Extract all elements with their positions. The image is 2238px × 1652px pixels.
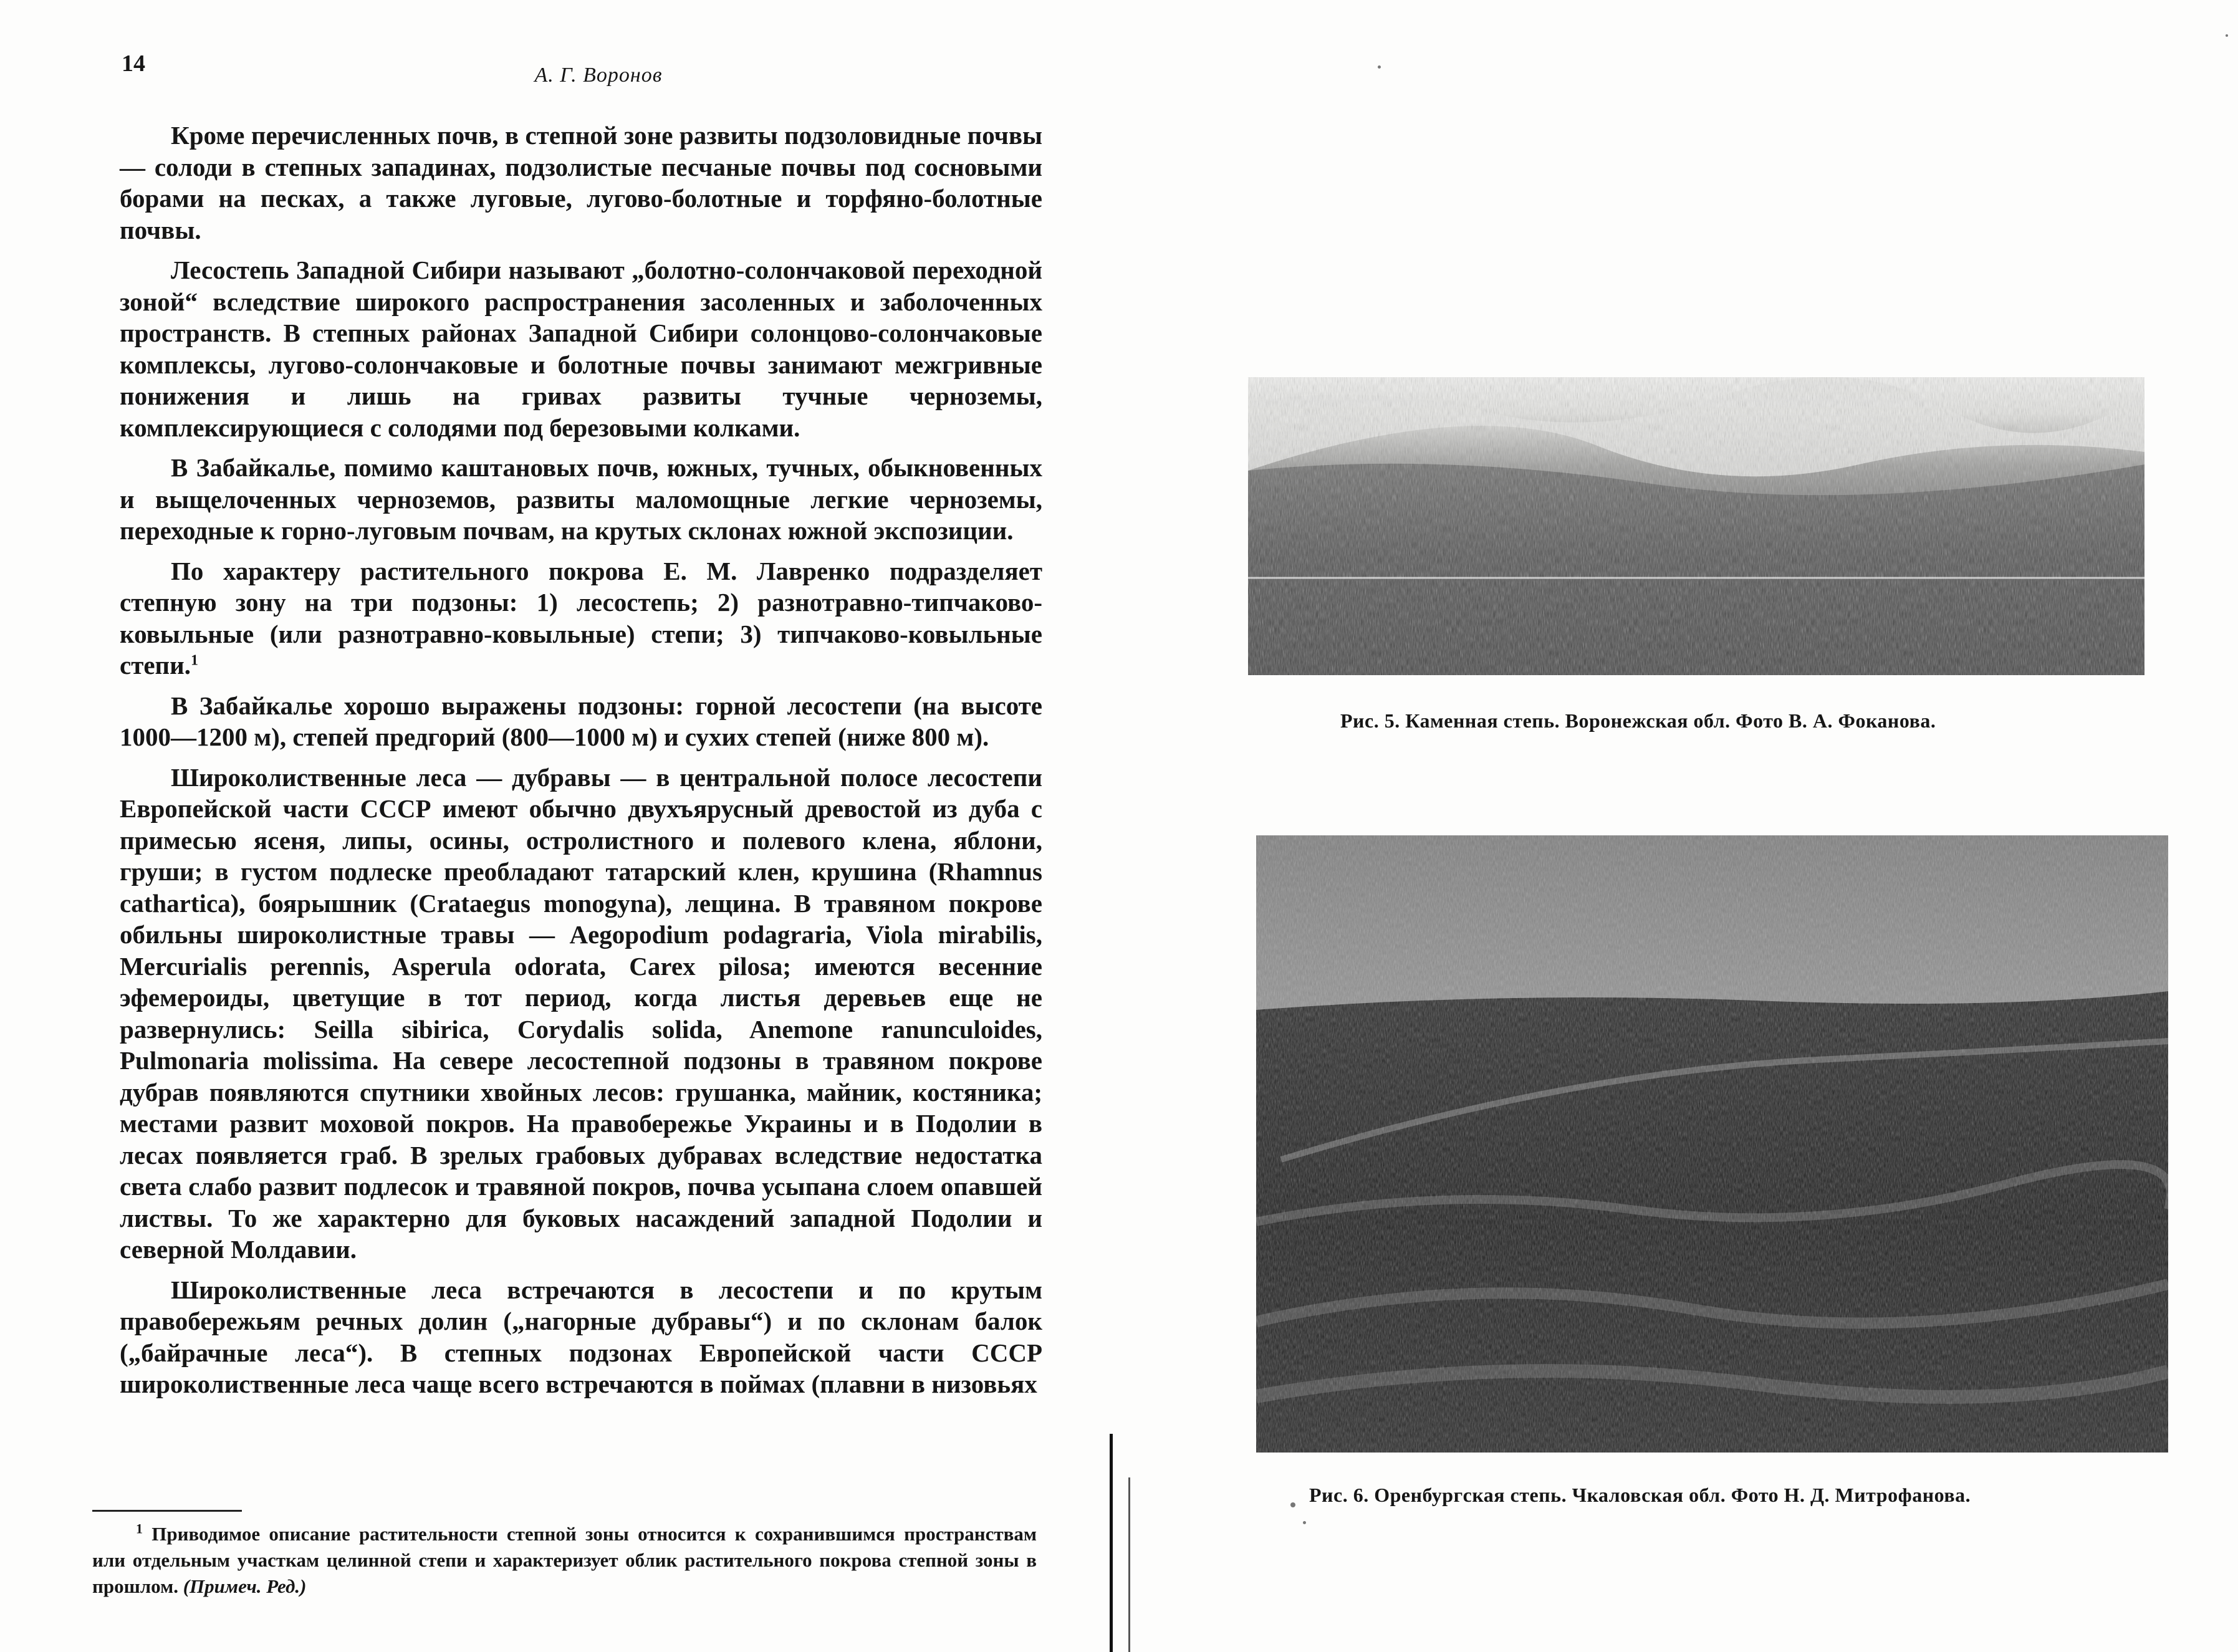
footnote (92, 1521, 1037, 1600)
figure-6-photo (1256, 835, 2168, 1453)
scan-speck (1378, 65, 1381, 69)
left-page (0, 0, 1116, 1652)
paragraph-with-footnote-ref (120, 555, 1042, 681)
figure-5-caption: Рис. 5. Каменная степь. Воронежская обл. Фото В. А. Фоканова. (1340, 709, 1936, 732)
paragraph: Широколиственные леса — дубравы — в центральной полосе лесостепи Европейской части СССР имеют обычно двухъярусный древостой из дуба с примесью ясеня, липы, осины, остролистного и полевого клена, яблони, груши; в густом подлеске преобладают татарский клен, крушина (Rhamnus cathartica), боярышник (Crataegus monogyna), лещина. В травяном покрове обильны широколистные травы — Aegopodium podagraria, Viola mirabilis, Mercurialis perennis, Asperula odorata, Carex pilosa; имеются весенние эфемероиды, цветущие в тот период, когда листья деревьев еще не развернулись: Seilla sibirica, Corydalis solida, Anemone ranunculoides, Pulmonaria molissima. На севере лесостепной подзоны в травяном покрове дубрав появляются спутники хвойных лесов: грушанка, майник, костяника; местами развит моховой покров. На правобережье Украины и в Подолии в лесах появляется граб. В зрелых грабовых дубравах вследствие недостатка света слабо развит подлесок и травяной покров, почва усыпана слоем опавшей листвы. То же характерно для буковых насаждений западной Подолии и северной Молдавии. (120, 762, 1042, 1264)
page-number: 14 (122, 50, 145, 77)
footnote-rule (92, 1510, 242, 1512)
running-head: А. Г. Воронов (534, 64, 663, 87)
figure-5-image (1248, 377, 2144, 675)
paragraph: В Забайкалье, помимо каштановых почв, южных, тучных, обыкновенных и выщелоченных черноземов, развиты маломощные легкие черноземы, переходные к горно-луговым почвам, на крутых склонах южной экспозиции. (120, 453, 1042, 545)
scan-speck (1290, 1502, 1295, 1507)
footnote-editor-note: (Примеч. Ред.) (183, 1575, 307, 1597)
body-text (120, 120, 1042, 1409)
footnote-reference: 1 (191, 652, 199, 669)
footnote-text: Приводимое описание растительности степной зоны относится к сохранившимся пространствам или отдельным участкам целинной степи и характеризует облик растительного покрова степной зоны в прошлом. (92, 1523, 1037, 1597)
figure-6-image (1256, 835, 2168, 1453)
right-page (1116, 0, 2238, 1652)
paragraph: Кроме перечисленных почв, в степной зоне развиты подзоловидные почвы — солоди в степных западинах, подзолистые песчаные почвы под сосновыми борами на песках, а также луговые, лугово-болотные и торфяно-болотные почвы. (120, 121, 1042, 244)
paragraph: В Забайкалье хорошо выражены подзоны: горной лесостепи (на высоте 1000—1200 м), степей предгорий (800—1000 м) и сухих степей (ниже 800 м). (120, 691, 1042, 751)
scan-speck (1303, 1521, 1306, 1524)
paragraph-text: По характеру растительного покрова Е. М. Лавренко подразделяет степную зону на три подзоны: 1) лесостепь; 2) разнотравно-типчаково-ковыльные (или разнотравно-ковыльные) степи; 3) типчаково-ковыльные степи. (120, 556, 1042, 680)
paragraph: Широколиственные леса встречаются в лесостепи и по крутым правобережьям речных долин („нагорные дубравы“) и по склонам балок („байрачные леса“). В степных подзонах Европейской части СССР широколиственные леса чаще всего встречаются в поймах (плавни в низовьях (120, 1275, 1042, 1398)
figure-6-caption: Рис. 6. Оренбургская степь. Чкаловская обл. Фото Н. Д. Митрофанова. (1309, 1484, 1971, 1506)
binding-shadow (1110, 1434, 1113, 1652)
scan-speck (2226, 34, 2228, 37)
figure-5-photo (1248, 377, 2144, 675)
footnote-marker: 1 (136, 1520, 143, 1537)
paragraph: Лесостепь Западной Сибири называют „болотно-солончаковой переходной зоной“ вследствие широкого распространения засоленных и заболоченных пространств. В степных районах Западной Сибири солонцово-солончаковые комплексы, лугово-солончаковые и болотные почвы занимают межгривные понижения и лишь на гривах развиты тучные черноземы, комплексирующиеся с солодями под березовыми колками. (120, 256, 1042, 442)
